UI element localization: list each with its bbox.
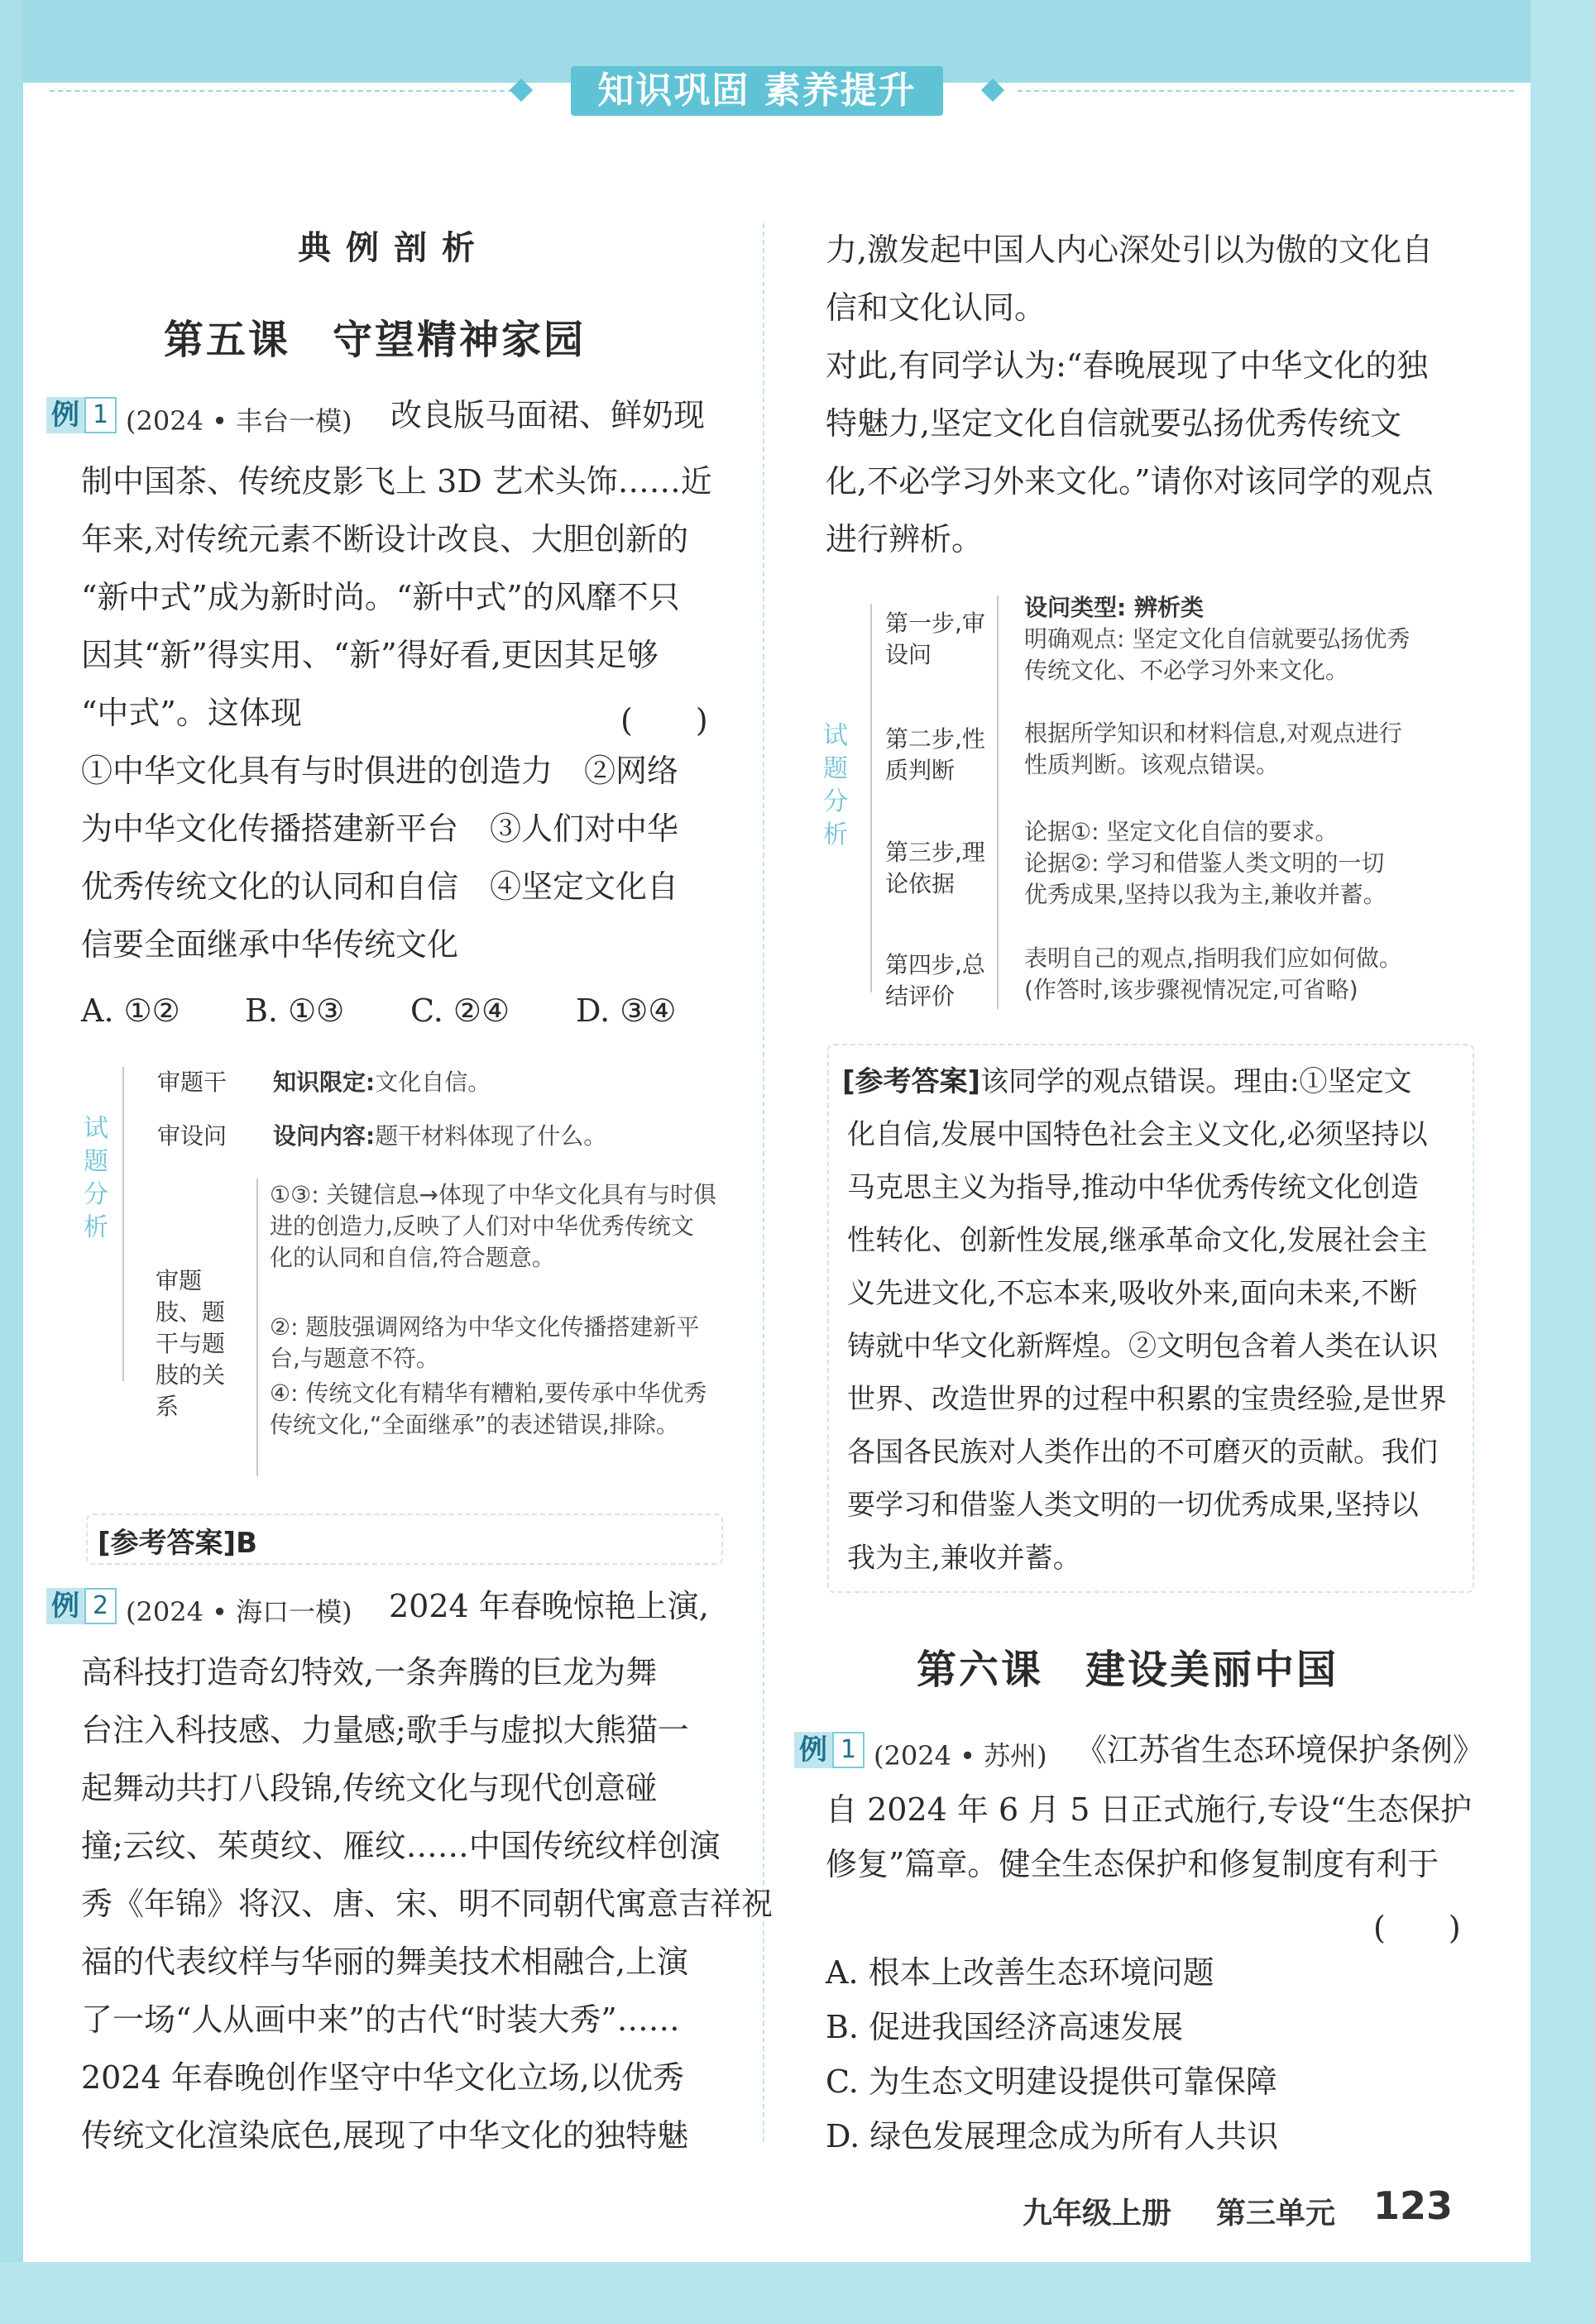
option-c[interactable]: C. 为生态文明建设提供可靠保障	[826, 2063, 1277, 2100]
relation-item: ④: 传统文化有精华有糟粕,要传承中华优秀传统文化,“全面继承”的表述错误,排除。	[270, 1380, 707, 1438]
question-line: 撞;云纹、茱萸纹、雁纹……中国传统纹样创演	[81, 1828, 721, 1864]
example-source: (2024 • 苏州)	[874, 1740, 1047, 1772]
question-line: 2024 年春晚创作坚守中华文化立场,以优秀	[81, 2059, 684, 2096]
option-d[interactable]: D. ③④	[576, 992, 677, 1029]
step-key: 第三步,理论依据	[885, 839, 985, 897]
answer-line: 铸就中华文化新辉煌。②文明包含着人类在认识	[847, 1330, 1438, 1363]
answer-line: 要学习和借鉴人类文明的一切优秀成果,坚持以	[847, 1489, 1419, 1522]
answer-parentheses[interactable]: ( )	[620, 702, 708, 739]
question-line: 福的代表纹样与华丽的舞美技术相融合,上演	[81, 1944, 689, 1980]
reference-answer: [参考答案]B	[98, 1527, 257, 1560]
question-line: 力,激发起中国人内心深处引以为傲的文化自	[826, 232, 1434, 268]
question-line: 秀《年锦》将汉、唐、宋、明不同朝代寓意吉祥祝	[81, 1886, 774, 1922]
analysis-key: 审题肢、题干与题肢的关系	[156, 1267, 226, 1420]
example-label: 例	[46, 397, 84, 433]
answer-line: 各国各民族对人类作出的不可磨灭的贡献。我们	[847, 1436, 1438, 1469]
example-source: (2024 • 丰台一模)	[126, 405, 352, 437]
example-label: 例	[794, 1732, 832, 1768]
option-b[interactable]: B. 促进我国经济高速发展	[826, 2009, 1184, 2045]
reference-answer: [参考答案]该同学的观点错误。理由:①坚定文	[842, 1065, 1412, 1098]
question-line: 传统文化渲染底色,展现了中华文化的独特魅	[81, 2117, 689, 2154]
lesson6-title: 第六课 建设美丽中国	[917, 1647, 1339, 1693]
question-line: 自 2024 年 6 月 5 日正式施行,专设“生态保护	[826, 1791, 1473, 1828]
answer-line: 我为主,兼收并蓄。	[847, 1542, 1081, 1575]
step-key: 第一步,审设问	[885, 610, 985, 668]
banner-diamond-left	[510, 79, 533, 102]
page-border-right	[1530, 0, 1595, 2324]
question-line: 高科技打造奇幻特效,一条奔腾的巨龙为舞	[81, 1654, 658, 1690]
example-badge	[794, 1732, 865, 1768]
banner-line-right	[1018, 90, 1514, 93]
step-key: 第二步,性质判断	[885, 725, 985, 784]
banner-diamond-right	[981, 79, 1004, 102]
question-line: “新中式”成为新时尚。“新中式”的风靡不只	[81, 579, 680, 615]
analysis-value: 知识限定:文化自信。	[273, 1069, 491, 1096]
footer-unit: 第三单元	[1216, 2197, 1336, 2231]
page-number: 123	[1373, 2183, 1454, 2228]
question-line: 因其“新”得实用、“新”得好看,更因其足够	[81, 637, 659, 673]
question-line: 了一场“人从画中来”的古代“时装大秀”……	[81, 2001, 680, 2038]
step-detail: 设问类型: 辨析类 明确观点: 坚定文化自信就要弘扬优秀 传统文化、不必学习外来文化。	[1024, 594, 1411, 684]
option-b[interactable]: B. ①③	[245, 992, 345, 1029]
relation-item: ②: 题肢强调网络为中华文化传播搭建新平台,与题意不符。	[270, 1313, 700, 1372]
column-divider	[763, 223, 764, 2142]
answer-parentheses[interactable]: ( )	[1373, 1910, 1461, 1946]
question-line: 信和文化认同。	[826, 289, 1047, 326]
lesson5-title: 第五课 守望精神家园	[164, 317, 587, 363]
example-number: 1	[84, 397, 117, 433]
answer-line: 马克思主义为指导,推动中华优秀传统文化创造	[847, 1171, 1419, 1204]
section-heading: 典例剖析	[298, 229, 490, 267]
step-detail: 根据所学知识和材料信息,对观点进行 性质判断。该观点错误。	[1024, 720, 1402, 778]
relation-item: ①③: 关键信息→体现了中华文化具有与时俱进的创造力,反映了人们对中华优秀传统文化的认同和自信,符合题意。	[270, 1181, 716, 1271]
example-source: (2024 • 海口一模)	[126, 1596, 352, 1628]
answer-line: 世界、改造世界的过程中积累的宝贵经验,是世界	[847, 1383, 1447, 1416]
relation-bracket	[256, 1179, 258, 1476]
page-border-left	[0, 0, 23, 2324]
banner-title: 知识巩固 素养提升	[571, 66, 943, 116]
option-c[interactable]: C. ②④	[410, 992, 510, 1029]
question-line: 进行辨析。	[826, 521, 984, 557]
analysis-label: 试题分析	[84, 1114, 108, 1242]
analysis-label: 试题分析	[823, 721, 848, 849]
statement-line: 信要全面继承中华传统文化	[81, 926, 459, 963]
analysis-bracket	[122, 1067, 124, 1381]
question-line: 化,不必学习外来文化。”请你对该同学的观点	[826, 463, 1434, 500]
analysis-key: 审题干	[157, 1069, 228, 1096]
option-d[interactable]: D. 绿色发展理念成为所有人共识	[826, 2118, 1279, 2154]
answer-line: 性转化、创新性发展,继承革命文化,发展社会主	[847, 1224, 1428, 1257]
example-badge	[46, 1588, 117, 1624]
statement-line: 为中华文化传播搭建新平台 ③人们对中华	[81, 811, 679, 847]
question-line: 年来,对传统元素不断设计改良、大胆创新的	[81, 521, 689, 557]
step-bracket	[997, 595, 999, 1009]
question-line: 制中国茶、传统皮影飞上 3D 艺术头饰……近	[81, 463, 712, 500]
example-label: 例	[46, 1588, 84, 1624]
question-line: 起舞动共打八段锦,传统文化与现代创意碰	[81, 1770, 658, 1806]
step-detail: 论据①: 坚定文化自信的要求。 论据②: 学习和借鉴人类文明的一切 优秀成果,坚持以我为主,兼收并蓄。	[1024, 818, 1387, 908]
example-badge	[46, 397, 117, 433]
question-line: 《江苏省生态环境保护条例》	[1075, 1732, 1485, 1768]
answer-line: 化自信,发展中国特色社会主义文化,必须坚持以	[847, 1118, 1428, 1151]
question-line: “中式”。这体现	[81, 695, 302, 731]
analysis-key: 审设问	[157, 1122, 228, 1150]
example-number: 2	[84, 1588, 117, 1624]
page-border-bottom	[0, 2262, 1595, 2324]
step-detail: 表明自己的观点,指明我们应如何做。 (作答时,该步骤视情况定,可省略)	[1024, 944, 1402, 1003]
analysis-value: 设问内容:题干材料体现了什么。	[273, 1122, 607, 1150]
option-a[interactable]: A. ①②	[81, 992, 180, 1029]
question-line: 改良版马面裙、鲜奶现	[390, 397, 706, 433]
answer-line: 义先进文化,不忘本来,吸收外来,面向未来,不断	[847, 1277, 1418, 1310]
option-a[interactable]: A. 根本上改善生态环境问题	[826, 1954, 1214, 1991]
question-line: 台注入科技感、力量感;歌手与虚拟大熊猫一	[81, 1712, 689, 1748]
statement-line: 优秀传统文化的认同和自信 ④坚定文化自	[81, 868, 679, 905]
section-banner	[0, 62, 1595, 120]
banner-line-left	[50, 90, 513, 93]
question-line: 特魅力,坚定文化自信就要弘扬优秀传统文	[826, 405, 1402, 442]
question-line: 2024 年春晚惊艳上演,	[389, 1588, 709, 1624]
analysis-bracket	[870, 604, 872, 992]
question-line: 修复”篇章。健全生态保护和修复制度有利于	[826, 1846, 1439, 1882]
footer-book: 九年级上册	[1023, 2197, 1172, 2231]
step-key: 第四步,总结评价	[885, 951, 985, 1010]
statement-line: ①中华文化具有与时俱进的创造力 ②网络	[81, 753, 679, 789]
question-line: 对此,有同学认为:“春晚展现了中华文化的独	[826, 347, 1429, 384]
example-number: 1	[832, 1732, 865, 1768]
